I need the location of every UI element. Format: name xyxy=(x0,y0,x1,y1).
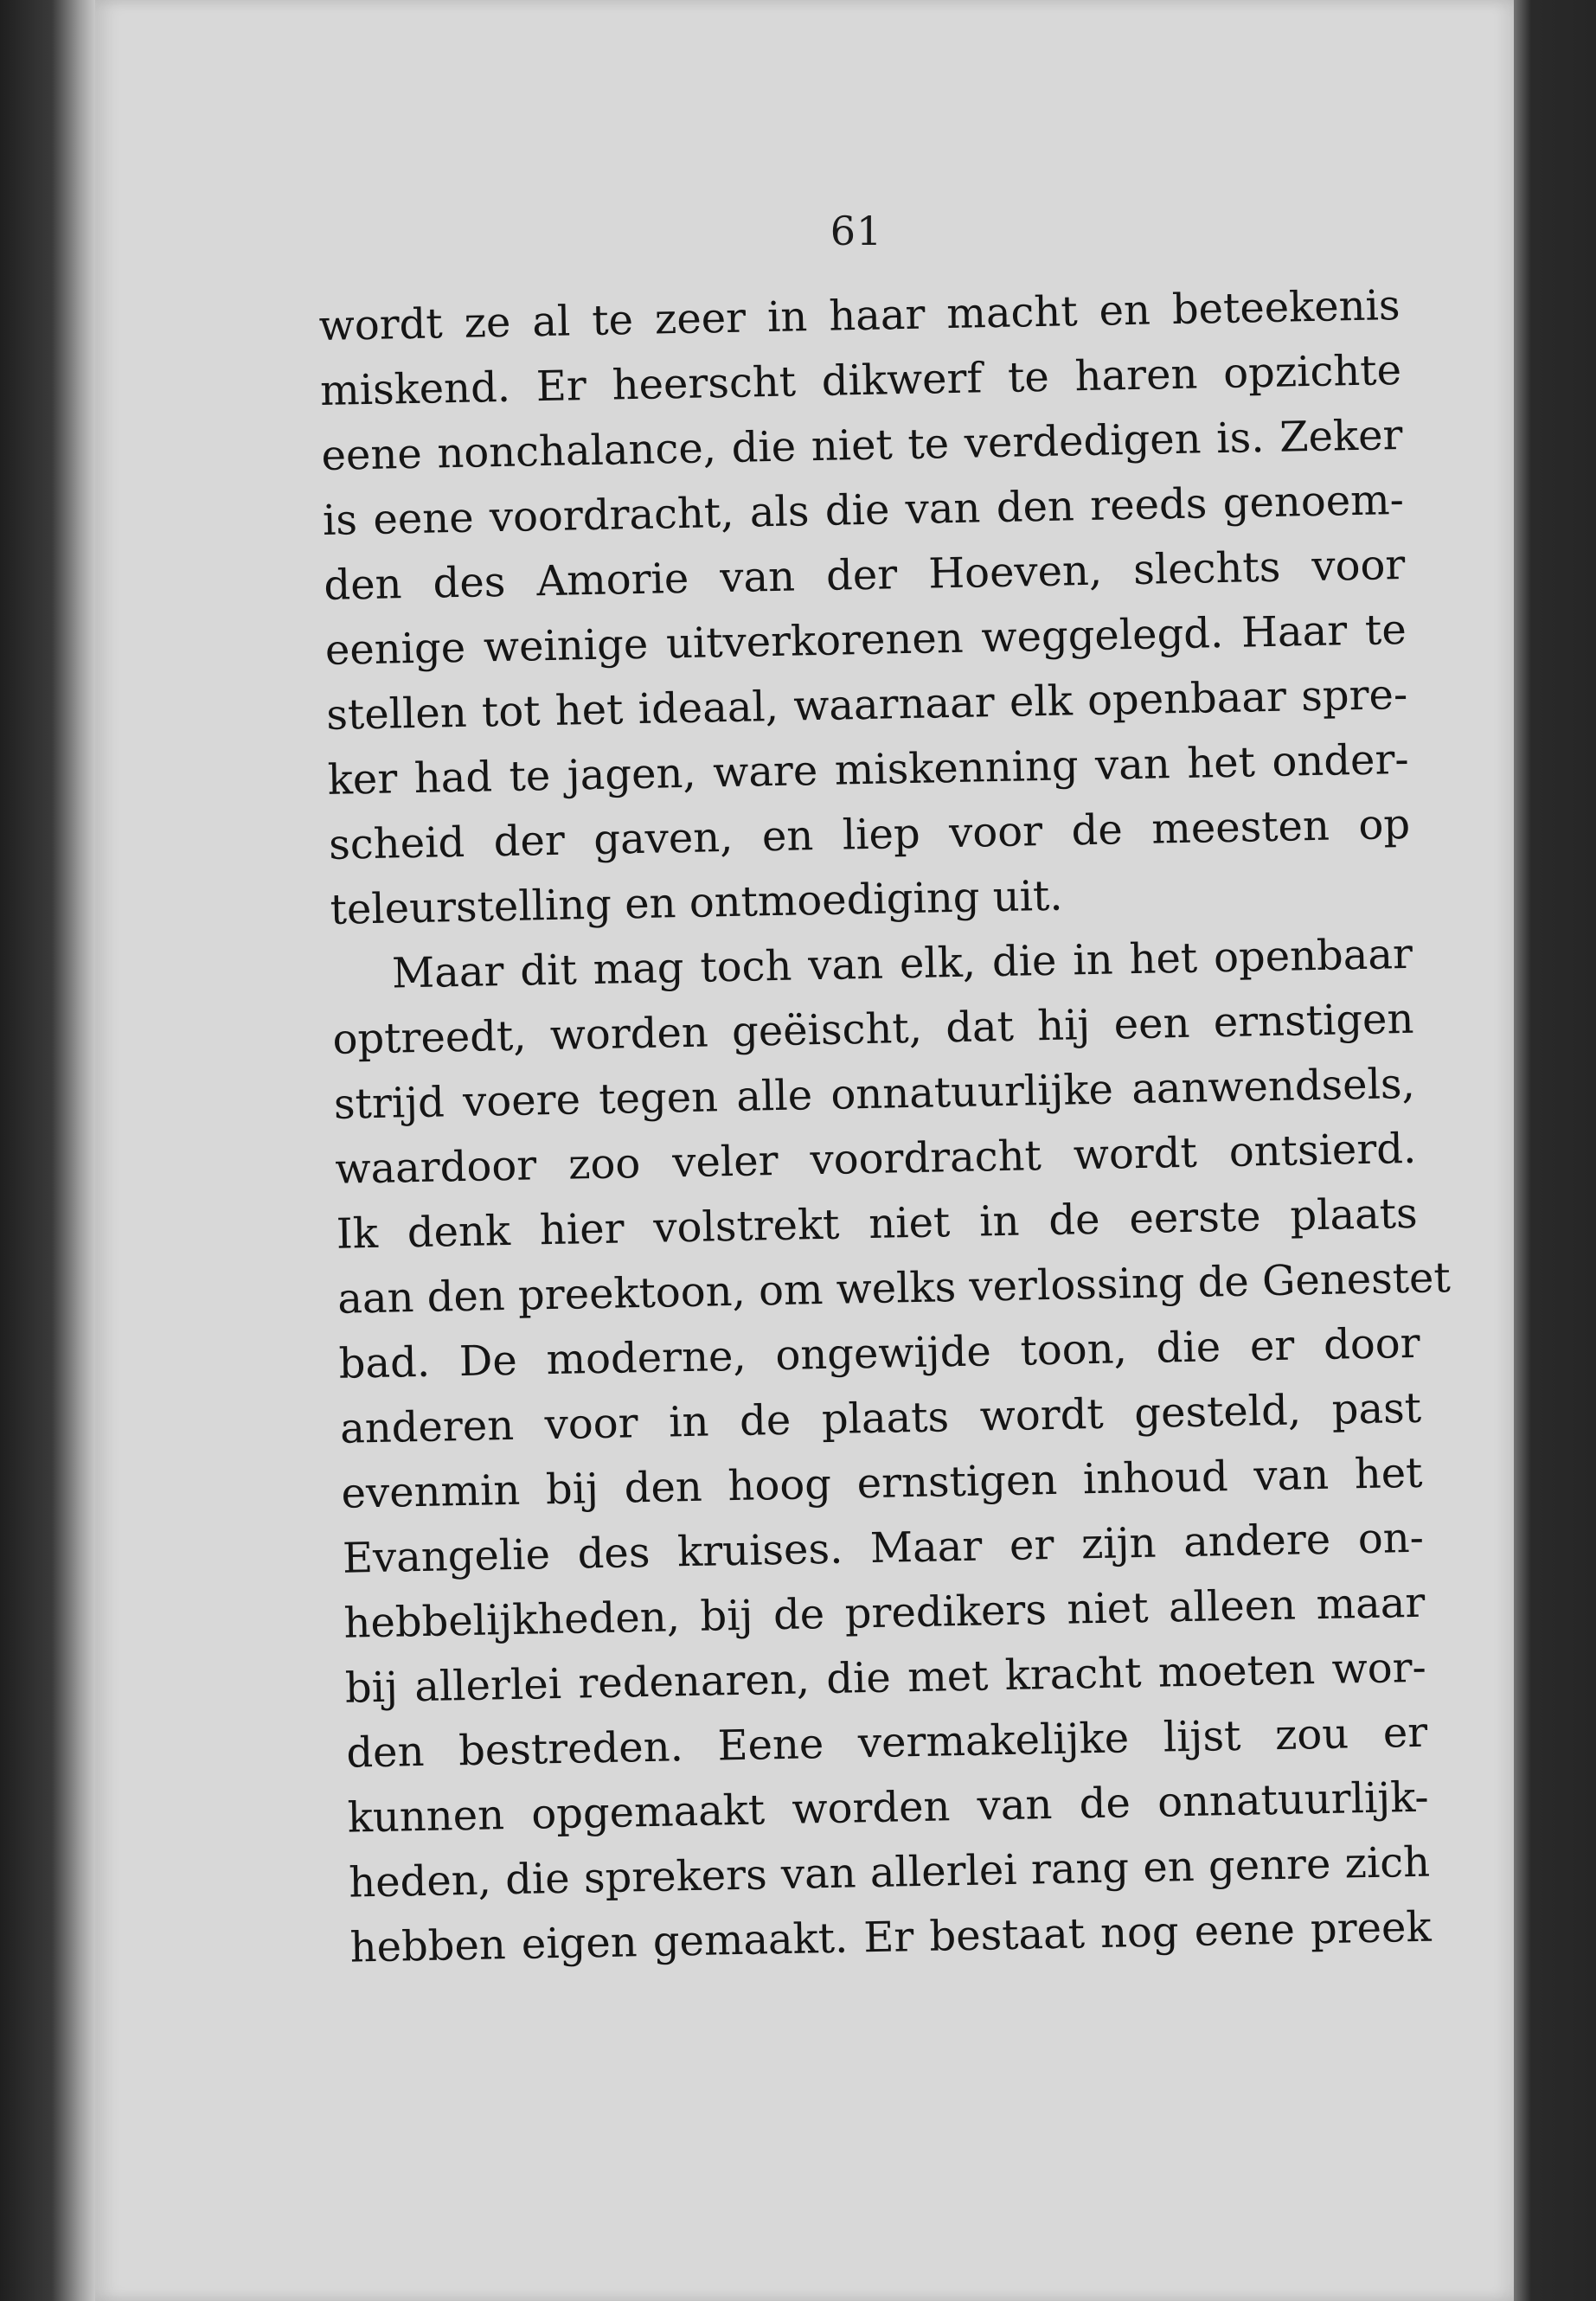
text-line: aan den preektoon, om welks verlossing de Genestet xyxy=(337,1253,1452,1324)
text-line: bad. De moderne, ongewijde toon, die er door xyxy=(338,1318,1421,1388)
text-line: Evangelie des kruises. Maar er zijn andere on- xyxy=(342,1513,1425,1583)
text-line: strijd voere tegen alle onnatuurlijke aanwendsels, xyxy=(333,1059,1416,1129)
text-line: den des Amorie van der Hoeven, slechts voor xyxy=(323,540,1406,610)
text-line: Ik denk hier volstrekt niet in de eerste plaats xyxy=(336,1189,1419,1259)
text-line: den bestreden. Eene vermakelijke lijst zou er xyxy=(345,1708,1428,1778)
text-line: is eene voordracht, als die van den reeds genoem- xyxy=(322,475,1405,545)
text-line: stellen tot het ideaal, waarnaar elk openbaar spre- xyxy=(325,670,1408,740)
paragraph-1 xyxy=(318,273,1412,943)
body-text xyxy=(318,273,1452,1981)
text-line: ker had te jagen, ware miskenning van het onder- xyxy=(327,734,1410,804)
text-line: eenige weinige uitverkorenen weggelegd. Haar te xyxy=(324,605,1407,675)
text-line: eene nonchalance, die niet te verdedigen is. Zeker xyxy=(321,410,1403,480)
text-line: anderen voor in de plaats wordt gesteld, past xyxy=(339,1383,1422,1453)
text-line: bij allerlei redenaren, die met kracht moeten wor- xyxy=(344,1643,1427,1713)
text-line: wordt ze al te zeer in haar macht en beteekenis xyxy=(318,281,1401,350)
page-number: 61 xyxy=(830,208,883,254)
book-page xyxy=(95,0,1514,2301)
text-line: miskend. Er heerscht dikwerf te haren opzichte xyxy=(319,345,1402,415)
text-line: hebbelijkheden, bij de predikers niet alleen maar xyxy=(343,1578,1426,1648)
text-line: evenmin bij den hoog ernstigen inhoud van het xyxy=(341,1448,1423,1518)
text-line: waardoor zoo veler voordracht wordt ontsierd. xyxy=(334,1124,1417,1194)
text-line: teleurstelling en ontmoediging uit. xyxy=(330,871,1064,934)
text-line: hebben eigen gemaakt. Er bestaat nog eene preek xyxy=(349,1902,1433,1972)
paragraph-2 xyxy=(330,922,1452,1981)
text-line: Maar dit mag toch van elk, die in het openbaar xyxy=(391,929,1413,998)
text-line: kunnen opgemaakt worden van de onnatuurlijk- xyxy=(347,1772,1430,1843)
text-line: optreedt, worden geëischt, dat hij een ernstigen xyxy=(332,994,1414,1064)
text-line: heden, die sprekers van allerlei rang en genre zich xyxy=(348,1837,1431,1907)
text-line: scheid der gaven, en liep voor de meesten op xyxy=(328,799,1411,869)
